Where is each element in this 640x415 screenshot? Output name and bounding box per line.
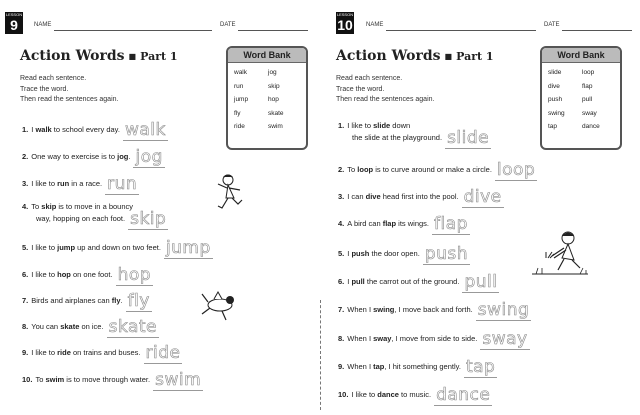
trace-word[interactable]: swing <box>477 300 530 320</box>
sentence-number: 4. <box>22 202 29 211</box>
sentence-text: is to curve around or make a circle. <box>373 164 492 174</box>
word-bank-word: swim <box>268 123 283 130</box>
trace-word[interactable]: tap <box>465 357 496 377</box>
sentence-text: I <box>347 276 352 286</box>
word-bank-word: slide <box>548 69 562 76</box>
sentence-number: 6. <box>22 269 29 279</box>
sentence-text: Birds and airplanes can <box>31 295 112 305</box>
sentence-text: To <box>347 164 358 174</box>
sentence-text: . <box>128 151 131 161</box>
sentence-3 <box>338 187 504 207</box>
sentence-text: I like to <box>351 389 378 399</box>
sentence-text: on ice. <box>79 321 104 331</box>
action-word: slide <box>373 121 391 130</box>
title-text: Action Words <box>20 48 125 64</box>
sentence-text: to school every day. <box>51 124 120 134</box>
square-bullet-icon: ■ <box>128 51 137 61</box>
sentence-text: in a race. <box>69 178 103 188</box>
sentence-text: on trains and buses. <box>70 347 141 357</box>
action-word: dance <box>377 389 399 399</box>
sentence-text: When I <box>347 333 374 343</box>
lesson-number: 9 <box>10 17 18 33</box>
trace-word[interactable]: jump <box>165 238 211 258</box>
action-word: sway <box>373 333 392 343</box>
sentence-number: 4. <box>338 218 345 228</box>
sentence-4 <box>22 201 168 230</box>
trace-word[interactable]: walk <box>124 120 166 140</box>
date-line[interactable] <box>238 30 308 31</box>
action-word: hop <box>57 269 71 279</box>
skipping-child-illustration <box>212 172 248 214</box>
word-bank-word: jump <box>234 96 249 103</box>
sentence-number: 9. <box>338 361 345 371</box>
trace-word[interactable]: run <box>107 174 138 194</box>
word-bank-word: dive <box>548 82 560 90</box>
sentence-7 <box>22 291 152 311</box>
trace-word[interactable]: skate <box>108 317 158 337</box>
sentence-text: I like to <box>31 269 58 279</box>
sentence-text: , I move from side to side. <box>391 333 478 343</box>
word-bank-word: flap <box>582 82 593 90</box>
word-bank-title: Word Bank <box>228 48 306 63</box>
trace-word[interactable]: fly <box>127 291 150 311</box>
lesson-number: 10 <box>337 17 353 33</box>
sentence-text: You can <box>31 321 61 331</box>
action-word: swim <box>45 374 65 384</box>
action-word: jump <box>57 242 76 252</box>
trace-word[interactable]: sway <box>482 329 528 349</box>
instruction-line: Read each sentence. <box>336 75 403 82</box>
sentence-1 <box>338 120 491 149</box>
sentence-text: the door open. <box>369 248 420 258</box>
sentence-text: on one foot. <box>70 269 113 279</box>
word-bank-title: Word Bank <box>542 48 620 63</box>
trace-word[interactable]: hop <box>117 265 152 285</box>
word-bank-word: fly <box>234 109 241 117</box>
sentence-number: 1. <box>338 121 345 130</box>
action-word: push <box>351 248 370 258</box>
sentence-number: 9. <box>22 347 29 357</box>
sentence-7 <box>338 300 531 320</box>
sentence-1 <box>22 120 168 140</box>
sentence-number: 6. <box>338 276 345 286</box>
sentence-text: its wings. <box>396 218 429 228</box>
sentence-text: down <box>390 121 411 130</box>
trace-word[interactable]: dive <box>463 187 502 207</box>
word-bank-word: ride <box>234 123 245 130</box>
sentence-text: I like to <box>347 121 374 130</box>
word-bank-word: loop <box>582 69 595 76</box>
action-word: swing <box>373 304 395 314</box>
sentence-text: I <box>31 124 36 134</box>
instruction-line: Then read the sentences again. <box>20 96 119 103</box>
page-title <box>336 48 494 64</box>
sentence-9 <box>338 357 497 377</box>
word-bank-word: swing <box>548 109 565 117</box>
flying-child-illustration <box>200 288 240 322</box>
word-bank-word: tap <box>548 123 558 130</box>
title-text: Action Words <box>336 48 441 64</box>
name-line[interactable] <box>54 30 212 31</box>
trace-word[interactable]: pull <box>464 272 498 292</box>
instruction-line: Read each sentence. <box>20 75 87 82</box>
sentence-text: I can <box>347 191 366 201</box>
sentence-text: I like to <box>31 178 58 188</box>
sentence-number: 10. <box>22 374 33 384</box>
sentence-text: up and down on two feet. <box>75 242 161 252</box>
sentence-5 <box>338 244 470 264</box>
date-label: DATE <box>544 22 560 28</box>
sentence-text: the carrot out of the ground. <box>364 276 460 286</box>
sentence-text: , I hit something gently. <box>384 361 461 371</box>
instructions <box>336 74 434 106</box>
page-title <box>20 48 178 64</box>
sentence-4 <box>338 214 470 234</box>
page-fold-divider <box>320 300 321 410</box>
word-bank-word: pull <box>582 96 593 103</box>
sentence-text: to music. <box>398 389 432 399</box>
action-word: tap <box>373 361 385 371</box>
trace-word[interactable]: ride <box>145 343 181 363</box>
instruction-line: Trace the word. <box>336 85 385 93</box>
action-word: pull <box>351 276 365 286</box>
word-bank <box>226 46 308 150</box>
sentence-8 <box>338 329 530 349</box>
sentence-text: When I <box>347 304 374 314</box>
action-word: skip <box>41 202 57 211</box>
action-word: ride <box>57 347 71 357</box>
sentence-number: 5. <box>338 248 345 258</box>
sentence-text: . <box>120 295 123 305</box>
trace-word[interactable]: jog <box>135 147 163 167</box>
sentence-number: 10. <box>338 389 349 399</box>
action-word: dive <box>365 191 381 201</box>
date-line[interactable] <box>562 30 632 31</box>
worksheet-page-lesson-10 <box>322 0 640 415</box>
instruction-line: Then read the sentences again. <box>336 96 435 103</box>
sentence-text: One way to exercise is to <box>31 151 118 161</box>
sentence-text: A bird can <box>347 218 383 228</box>
sentence-number: 7. <box>22 295 29 305</box>
trace-word[interactable]: push <box>424 244 469 264</box>
sentence-number: 8. <box>338 333 345 343</box>
instructions <box>20 74 118 106</box>
worksheet-page-lesson-9 <box>0 0 318 415</box>
name-label: NAME <box>366 22 384 28</box>
action-word: walk <box>35 124 52 134</box>
trace-word[interactable]: skip <box>130 209 167 230</box>
word-bank-word: walk <box>234 69 248 76</box>
sentence-10 <box>338 385 492 405</box>
sentence-text: the slide at the playground. <box>352 133 443 142</box>
word-bank-word: hop <box>268 96 279 103</box>
action-word: jog <box>117 151 129 161</box>
sentence-text: I like to <box>31 347 58 357</box>
sentence-text: is to move in a bouncy <box>56 202 134 211</box>
sentence-number: 7. <box>338 304 345 314</box>
lesson-label: LESSON <box>5 12 23 17</box>
sentence-number: 1. <box>22 124 29 134</box>
sentence-number: 2. <box>22 151 29 161</box>
word-bank-word: dance <box>582 123 600 130</box>
sentence-6 <box>22 265 153 285</box>
sentence-number: 5. <box>22 242 29 252</box>
trace-word[interactable]: dance <box>436 385 491 405</box>
name-label: NAME <box>34 22 52 28</box>
sentence-10 <box>22 370 203 390</box>
word-bank <box>540 46 622 150</box>
word-bank-word: jog <box>268 69 277 76</box>
sentence-number: 3. <box>22 178 29 188</box>
trace-word[interactable]: slide <box>447 128 490 149</box>
sentence-9 <box>22 343 182 363</box>
word-bank-word: skate <box>268 109 284 117</box>
sentence-2 <box>22 147 165 167</box>
lesson-label: LESSON <box>336 12 354 17</box>
instruction-line: Trace the word. <box>20 85 69 93</box>
word-bank-word: sway <box>582 109 597 117</box>
action-word: flap <box>382 218 397 228</box>
square-bullet-icon: ■ <box>444 51 453 61</box>
sentence-text: I <box>347 248 352 258</box>
sentence-text: , I move back and forth. <box>394 304 473 314</box>
word-bank-word: run <box>234 82 244 90</box>
part-label: Part 1 <box>456 50 494 63</box>
part-label: Part 1 <box>140 50 178 63</box>
name-line[interactable] <box>386 30 536 31</box>
word-bank-word: push <box>548 96 563 103</box>
sentence-text: To <box>35 374 46 384</box>
sentence-text: is to move through water. <box>64 374 151 384</box>
sentence-8 <box>22 317 159 337</box>
sentence-text: head first into the pool. <box>380 191 459 201</box>
sentence-number: 2. <box>338 164 345 174</box>
lesson-badge <box>336 12 354 34</box>
sentence-text: I like to <box>31 242 58 252</box>
sentence-text: When I <box>347 361 374 371</box>
action-word: skate <box>60 321 80 331</box>
child-pulling-carrot-illustration <box>528 228 592 278</box>
trace-word[interactable]: swim <box>155 370 202 390</box>
sentence-5 <box>22 238 213 258</box>
lesson-badge <box>5 12 23 34</box>
sentence-number: 3. <box>338 191 345 201</box>
sentence-3 <box>22 174 139 194</box>
action-word: fly <box>111 295 121 305</box>
sentence-text: way, hopping on each foot. <box>36 214 126 223</box>
sentence-number: 8. <box>22 321 29 331</box>
action-word: loop <box>357 164 374 174</box>
date-label: DATE <box>220 22 236 28</box>
trace-word[interactable]: loop <box>496 160 536 180</box>
word-bank-word: skip <box>268 82 280 90</box>
sentence-text: To <box>31 202 42 211</box>
sentence-6 <box>338 272 499 292</box>
sentence-2 <box>338 160 537 180</box>
action-word: run <box>57 178 70 188</box>
trace-word[interactable]: flap <box>434 214 468 234</box>
